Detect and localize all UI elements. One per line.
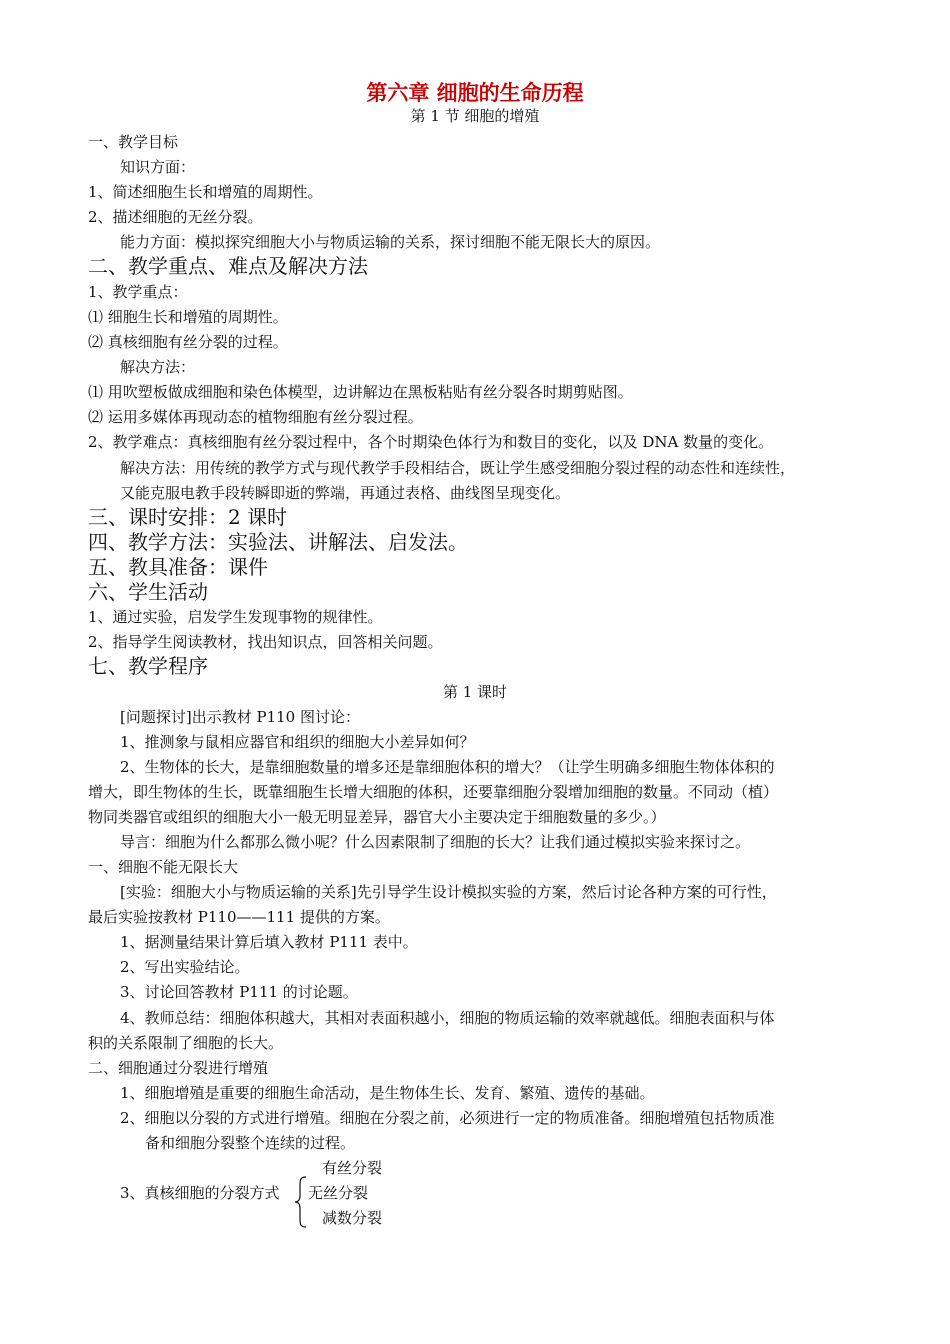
text-line: 2、细胞以分裂的方式进行增殖。细胞在分裂之前，必须进行一定的物质准备。细胞增殖包括物质准 xyxy=(120,1109,775,1127)
division-type-meiosis: 减数分裂 xyxy=(322,1209,383,1227)
division-type-mitosis: 有丝分裂 xyxy=(322,1159,383,1177)
text-line: ⑵ 运用多媒体再现动态的植物细胞有丝分裂过程。 xyxy=(88,408,423,426)
text-line: 物同类器官或组织的细胞大小一般无明显差异，器官大小主要决定于细胞数量的多少。） xyxy=(88,808,666,826)
division-type-amitosis: 无丝分裂 xyxy=(308,1184,369,1202)
text-line: 1、教学重点： xyxy=(88,283,188,301)
text-line: 4、教师总结：细胞体积越大，其相对表面积越小，细胞的物质运输的效率就越低。细胞表面积与体 xyxy=(120,1009,775,1027)
text-line: 导言：细胞为什么都那么微小呢？什么因素限制了细胞的长大？让我们通过模拟实验来探讨之。 xyxy=(120,833,751,851)
text-line: [实验：细胞大小与物质运输的关系]先引导学生设计模拟实验的方案，然后讨论各种方案的可行性， xyxy=(120,883,777,901)
heading-key-points: 二、教学重点、难点及解决方法 xyxy=(88,254,368,278)
text-line: 1、细胞增殖是重要的细胞生命活动，是生物体生长、发育、繁殖、遗传的基础。 xyxy=(120,1084,655,1102)
text-line: 2、教学难点：真核细胞有丝分裂过程中，各个时期染色体行为和数目的变化，以及 DNA 数量的变化。 xyxy=(88,433,774,451)
text-line: 1、简述细胞生长和增殖的周期性。 xyxy=(88,183,323,201)
subheading-cell-size: 一、细胞不能无限长大 xyxy=(88,858,239,876)
text-line: ⑵ 真核细胞有丝分裂的过程。 xyxy=(88,333,288,351)
text-line: 2、写出实验结论。 xyxy=(120,958,250,976)
heading-teaching-goals: 一、教学目标 xyxy=(88,133,179,151)
text-line: 解决方法：用传统的教学方式与现代教学手段相结合，既让学生感受细胞分裂过程的动态性和连续性， xyxy=(120,459,796,477)
heading-schedule: 三、课时安排：2 课时 xyxy=(88,505,288,529)
heading-materials: 五、教具准备：课件 xyxy=(88,555,268,579)
text-line: 增大，即生物体的生长，既靠细胞生长增大细胞的体积，还要靠细胞分裂增加细胞的数量。不同动（植） xyxy=(88,783,779,801)
text-line: ⑴ 用吹塑板做成细胞和染色体模型，边讲解边在黑板粘贴有丝分裂各时期剪贴图。 xyxy=(88,383,633,401)
subheading-proliferation: 二、细胞通过分裂进行增殖 xyxy=(88,1059,269,1077)
brace-icon xyxy=(294,1176,308,1228)
text-line: 备和细胞分裂整个连续的过程。 xyxy=(145,1134,356,1152)
text-line: 2、描述细胞的无丝分裂。 xyxy=(88,208,263,226)
text-line: [问题探讨]出示教材 P110 图讨论： xyxy=(120,708,360,726)
text-line: 积的关系限制了细胞的长大。 xyxy=(88,1034,284,1052)
text-knowledge: 知识方面： xyxy=(120,158,196,176)
heading-procedure: 七、教学程序 xyxy=(88,654,208,678)
heading-activities: 六、学生活动 xyxy=(88,580,208,604)
heading-methods: 四、教学方法：实验法、讲解法、启发法。 xyxy=(88,530,468,554)
text-line: 2、生物体的长大，是靠细胞数量的增多还是靠细胞体积的增大？（让学生明确多细胞生物体体积的 xyxy=(120,758,775,776)
text-line: 1、通过实验，启发学生发现事物的规律性。 xyxy=(88,608,383,626)
text-division-label: 3、真核细胞的分裂方式 xyxy=(120,1184,280,1202)
chapter-title: 第六章 细胞的生命历程 xyxy=(366,80,584,105)
text-ability: 能力方面：模拟探究细胞大小与物质运输的关系，探讨细胞不能无限长大的原因。 xyxy=(120,233,661,251)
text-line: 2、指导学生阅读教材，找出知识点，回答相关问题。 xyxy=(88,633,443,651)
text-line: 解决方法： xyxy=(120,358,196,376)
text-line: 1、据测量结果计算后填入教材 P111 表中。 xyxy=(120,933,418,951)
section-subtitle: 第 1 节 细胞的增殖 xyxy=(410,107,540,125)
text-line: 1、推测象与鼠相应器官和组织的细胞大小差异如何？ xyxy=(120,733,475,751)
text-line: 3、讨论回答教材 P111 的讨论题。 xyxy=(120,983,358,1001)
text-line: ⑴ 细胞生长和增殖的周期性。 xyxy=(88,308,288,326)
text-line: 又能克服电教手段转瞬即逝的弊端，再通过表格、曲线图呈现变化。 xyxy=(120,484,571,502)
text-line: 最后实验按教材 P110——111 提供的方案。 xyxy=(88,908,390,926)
lesson-label: 第 1 课时 xyxy=(442,683,508,701)
